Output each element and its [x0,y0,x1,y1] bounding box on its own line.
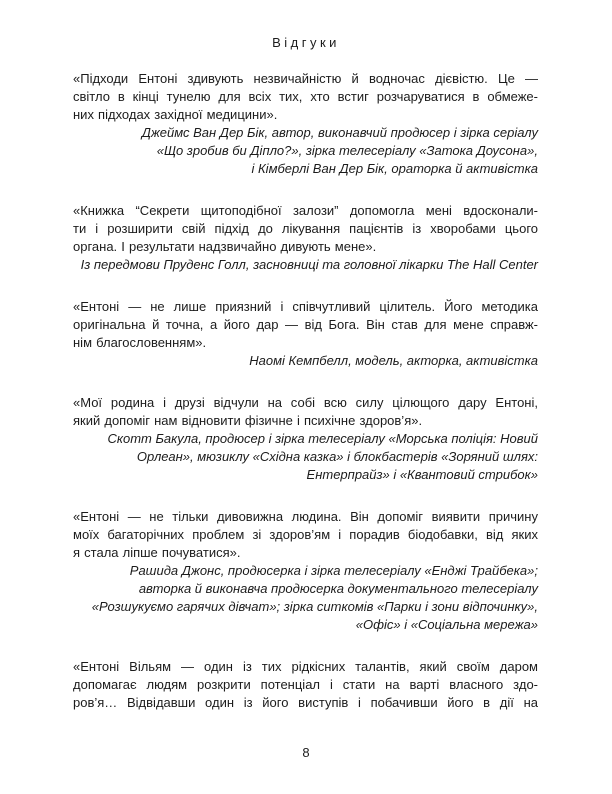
quote-line: «Ентоні Вільям — один із тих рідкісних талантів, який своїм даром [73,659,538,674]
quote-line: них підходах західної медицини». [73,107,278,122]
attribution-line: «Що зробив би Діпло?», зірка телесеріалу «Затока Доусона», [156,143,538,158]
quote-attribution [73,256,538,274]
attribution-line: Наомі Кемпбелл, модель, акторка, активістка [249,353,538,368]
quote-line: нім благословенням». [73,335,207,350]
quote-line: «Мої родина і друзі відчули на собі всю силу цілющого дару Ентоні, [73,395,538,410]
quote-line: «Ентоні — не лише приязний і співчутливий цілитель. Його методика [73,299,538,314]
page-header: Відгуки [272,35,340,50]
quote-line: світло в кінці тунелю для всіх тих, хто встиг розчаруватися в обмеже- [73,89,538,104]
attribution-line: і Кімберлі Ван Дер Бік, ораторка й активістка [251,161,538,176]
testimonials-content [73,70,538,712]
testimonial-section-2 [73,202,538,274]
quote-line: ти і розширити свій підхід до лікування пацієнтів із хворобами цього [73,221,538,236]
quote-line: моїх багаторічних проблем зі здоров’ям і порадив біодобавки, від яких [73,527,538,542]
attribution-line: «Офіс» і «Соціальна мережа» [355,617,538,632]
quote-line: який допоміг нам відновити фізичне і психічне здоров’я». [73,413,423,428]
testimonial-section-1 [73,70,538,178]
quote-line: «Ентоні — не тільки дивовижна людина. Він допоміг виявити причину [73,509,538,524]
quote-line: «Підходи Ентоні здивують незвичайністю й водночас дієвістю. Це — [73,71,538,86]
quote-line: «Книжка “Секрети щитоподібної залози” допомогла мені вдосконали- [73,203,538,218]
quote-text [73,508,538,562]
attribution-line: Рашида Джонс, продюсерка і зірка телесеріалу «Енджі Трайбека»; [129,563,538,578]
quote-line: ров’я… Відвідавши один із його виступів і побачивши його в дії на [73,695,538,710]
quote-text [73,298,538,352]
attribution-line: Скотт Бакула, продюсер і зірка телесеріалу «Морська поліція: Новий [107,431,538,446]
quote-text [73,658,538,712]
quote-text [73,394,538,430]
attribution-line: «Розшукуємо гарячих дівчат»; зірка ситкомів «Парки і зони відпочинку», [91,599,538,614]
quote-line: оригінальна й точна, а його дар — від Бога. Він став для мене справж- [73,317,538,332]
quote-text [73,202,538,256]
attribution-line: Джеймс Ван Дер Бік, автор, виконавчий продюсер і зірка серіалу [141,125,538,140]
testimonial-section-4 [73,394,538,484]
quote-line: я стала ліпше почуватися». [73,545,241,560]
testimonial-section-3 [73,298,538,370]
quote-line: органа. І результати надзвичайно дивують мене». [73,239,377,254]
quote-attribution [73,562,538,634]
quote-line: допомагає людям розкрити потенціал і стати на варті власного здо- [73,677,538,692]
quote-attribution [73,352,538,370]
attribution-line: Із передмови Пруденс Голл, засновниці та головної лікарки The Hall Center [80,257,538,272]
attribution-line: авторка й виконавча продюсерка документального телесеріалу [138,581,538,596]
quote-attribution [73,124,538,178]
attribution-line: Орлеан», мюзиклу «Східна казка» і блокбастерів «Зоряний шлях: [136,449,538,464]
testimonial-section-6 [73,658,538,712]
quote-text [73,70,538,124]
quote-attribution [73,430,538,484]
attribution-line: Ентерпрайз» і «Квантовий стрибок» [306,467,538,482]
page-number: 8 [302,745,310,760]
testimonial-section-5 [73,508,538,634]
